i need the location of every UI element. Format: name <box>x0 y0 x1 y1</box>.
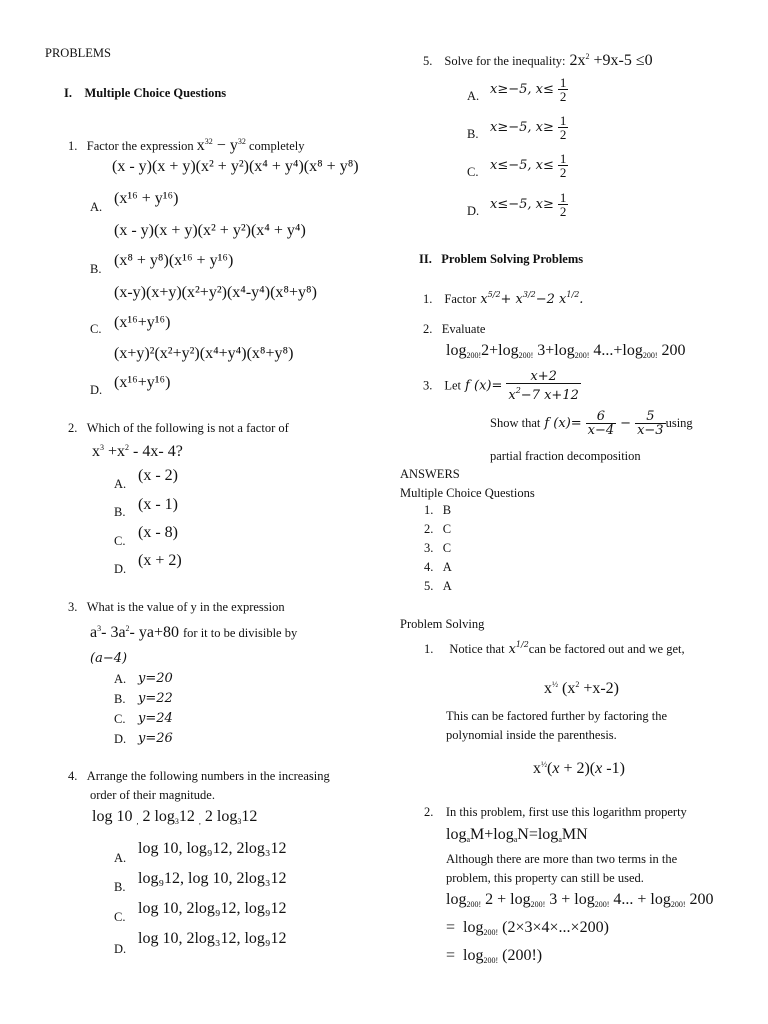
q1-option-d-line2[interactable]: (x¹⁶+y¹⁶) <box>114 374 171 391</box>
page-title: PROBLEMS <box>45 46 111 60</box>
q3-expression-line: $a^3-$ $3a^2-$ ya+80 for it to be divisible by <box>90 624 298 641</box>
answers-title: ANSWERS <box>400 467 460 481</box>
q4-option-d[interactable]: log 10, 2log₃12, log₉12 <box>138 930 287 947</box>
q1-option-a-label[interactable]: A. <box>90 200 103 214</box>
q1-option-b-label[interactable]: B. <box>90 262 102 276</box>
ps-problem-2: 2. Evaluate <box>423 322 486 336</box>
ps2-expression: $\log_{200!}2+\log_{200!}$ $3+\log_{200!}$ $4...+\log_{200!}$ 200 <box>446 342 686 360</box>
q4-option-b[interactable]: log₉12, log 10, 2log₃12 <box>138 870 287 887</box>
question-2: 2. Which of the following is not a factor of <box>68 421 289 435</box>
q5-option-b-label[interactable]: B. <box>467 127 479 141</box>
solution-2: 2. In this problem, first use this logarithm property <box>424 805 687 819</box>
q1-option-b-line1[interactable]: (x - y)(x + y)(x² + y²)(x⁴ + y⁴) <box>114 222 306 239</box>
solution-1-expr-b: $x^{\frac{1}{2}}(x + 2)(x$ -1) <box>533 760 625 777</box>
question-4-cont: order of their magnitude. <box>90 788 215 802</box>
q5-option-b[interactable]: x≥−5, x≥ $\frac{1}{2}$ <box>490 113 567 142</box>
q2-option-b[interactable]: (x - 1) <box>138 496 178 513</box>
ps-problem-3: 3. Let f (x)= $\frac{x+2}{x^2-7 x+12}$ <box>423 369 579 403</box>
ps3-method: partial fraction decomposition <box>490 449 641 463</box>
solution-2-expl-1: Although there are more than two terms in the <box>446 852 678 866</box>
solution-2-expr-2: = $\log_{200!} (2\times 3\times 4\times...\times 200)$ <box>446 919 609 937</box>
q5-option-c[interactable]: x≤−5, x≤ $\frac{1}{2}$ <box>490 151 567 180</box>
q4-option-a[interactable]: log 10, log₉12, 2log₃12 <box>138 840 287 857</box>
q2-option-b-label[interactable]: B. <box>114 505 126 519</box>
q5-expression: $2x^2 +9x-5 \le 0$ <box>569 52 653 69</box>
solution-2-expr-3: = $\log_{200!} (200!)$ <box>446 947 543 965</box>
q1-option-b-line2[interactable]: (x⁸ + y⁸)(x¹⁶ + y¹⁶) <box>114 252 234 269</box>
q1-option-a-line2[interactable]: (x¹⁶ + y¹⁶) <box>114 190 179 207</box>
q3-expression: $a^3-$ $3a^2-$ ya+80 <box>90 624 179 641</box>
q2-option-c-label[interactable]: C. <box>114 534 126 548</box>
solution-2-expl-2: problem, this property can still be used. <box>446 871 644 885</box>
answers-mc-title: Multiple Choice Questions <box>400 486 535 500</box>
q1-option-c-label[interactable]: C. <box>90 322 102 336</box>
solution-1-expl-1: This can be factored further by factoring the <box>446 709 668 723</box>
q4-option-c-label[interactable]: C. <box>114 910 126 924</box>
q2-expression: $x^3 +x^2 - 4x-$ 4? <box>92 443 183 460</box>
ps-problem-1: 1. Factor $x^{5/2}+ x^{3/2}-2$ $x^{1/2}$. <box>423 290 584 307</box>
answer-item-1: 1. B <box>424 503 452 517</box>
answer-item-5: 5. A <box>424 579 452 593</box>
q4-option-a-label[interactable]: A. <box>114 851 127 865</box>
q1-expression: $x^{32} - y^{32}$ <box>196 137 246 154</box>
question-5: 5. Solve for the inequality: $2x^2 +9x-5 \le 0$ <box>423 52 653 69</box>
q3-option-a[interactable]: y=20 <box>138 671 173 686</box>
answer-item-2: 2. C <box>424 522 452 536</box>
q1-option-d-label[interactable]: D. <box>90 383 103 397</box>
question-3: 3. What is the value of y in the expression <box>68 600 285 614</box>
answer-item-3: 3. C <box>424 541 452 555</box>
q4-expression: log 10 $_,$ 2 $\log_312$ $_,$ 2 $\log_312$ <box>92 808 258 826</box>
q4-option-b-label[interactable]: B. <box>114 880 126 894</box>
q3-option-c[interactable]: y=24 <box>138 711 173 726</box>
q5-option-c-label[interactable]: C. <box>467 165 479 179</box>
q3-option-a-label[interactable]: A. <box>114 672 127 686</box>
ps1-expression: $x^{5/2}+ x^{3/2}-2$ $x^{1/2}$. <box>480 290 584 307</box>
solution-1-expr-a: $x^{\frac{1}{2}}$ $(x^2 +x-2)$ <box>544 680 620 697</box>
ps3-show-that: Show that f (x)= $\frac{6}{x-4}$ − $\frac{5}{x-3}$ using <box>490 409 693 438</box>
answers-ps-title: Problem Solving <box>400 617 485 631</box>
solution-1: 1. Notice that $x^{1/2}can$ be factored out and we get, <box>424 640 685 657</box>
q5-option-a[interactable]: x≥−5, x≤ $\frac{1}{2}$ <box>490 75 567 104</box>
q1-option-c-line2[interactable]: (x¹⁶+y¹⁶) <box>114 314 171 331</box>
q1-option-d-line1[interactable]: (x+y)²(x²+y²)(x⁴+y⁴)(x⁸+y⁸) <box>114 345 294 362</box>
q3-option-d[interactable]: y=26 <box>138 731 173 746</box>
q4-option-c[interactable]: log 10, 2log₉12, log₉12 <box>138 900 287 917</box>
question-1: 1. Factor the expression $x^{32} - y^{32}$ completely <box>68 137 305 154</box>
q2-option-d-label[interactable]: D. <box>114 562 127 576</box>
solution-1-expl-2: polynomial inside the parenthesis. <box>446 728 617 742</box>
q3-option-b[interactable]: y=22 <box>138 691 173 706</box>
q2-option-d[interactable]: (x + 2) <box>138 552 182 569</box>
solution-2-property: $\log_aM+\log_aN=\log_aMN$ <box>446 826 588 844</box>
q5-option-d-label[interactable]: D. <box>467 204 480 218</box>
q5-option-d[interactable]: x≤−5, x≥ $\frac{1}{2}$ <box>490 190 567 219</box>
section2-heading: II. Problem Solving Problems <box>419 252 584 266</box>
section1-heading: I. Multiple Choice Questions <box>64 86 227 100</box>
answer-item-4: 4. A <box>424 560 452 574</box>
q4-option-d-label[interactable]: D. <box>114 942 127 956</box>
q3-option-c-label[interactable]: C. <box>114 712 126 726</box>
q1-option-a-line1[interactable]: (x - y)(x + y)(x² + y²)(x⁴ + y⁴)(x⁸ + y⁸) <box>112 158 359 175</box>
q2-option-a[interactable]: (x - 2) <box>138 467 178 484</box>
q3-option-b-label[interactable]: B. <box>114 692 126 706</box>
q5-option-a-label[interactable]: A. <box>467 89 480 103</box>
q1-option-c-line1[interactable]: (x-y)(x+y)(x²+y²)(x⁴-y⁴)(x⁸+y⁸) <box>114 284 317 301</box>
question-4: 4. Arrange the following numbers in the increasing <box>68 769 330 783</box>
q3-option-d-label[interactable]: D. <box>114 732 127 746</box>
solution-2-expr-1: $\log_{200!} 2 + \log_{200!} 3 + \log_{200!} 4$... + $\log_{200!} 200$ <box>446 891 714 909</box>
q2-option-c[interactable]: (x - 8) <box>138 524 178 541</box>
q3-divisor: (a−4) <box>90 651 128 666</box>
q2-option-a-label[interactable]: A. <box>114 477 127 491</box>
